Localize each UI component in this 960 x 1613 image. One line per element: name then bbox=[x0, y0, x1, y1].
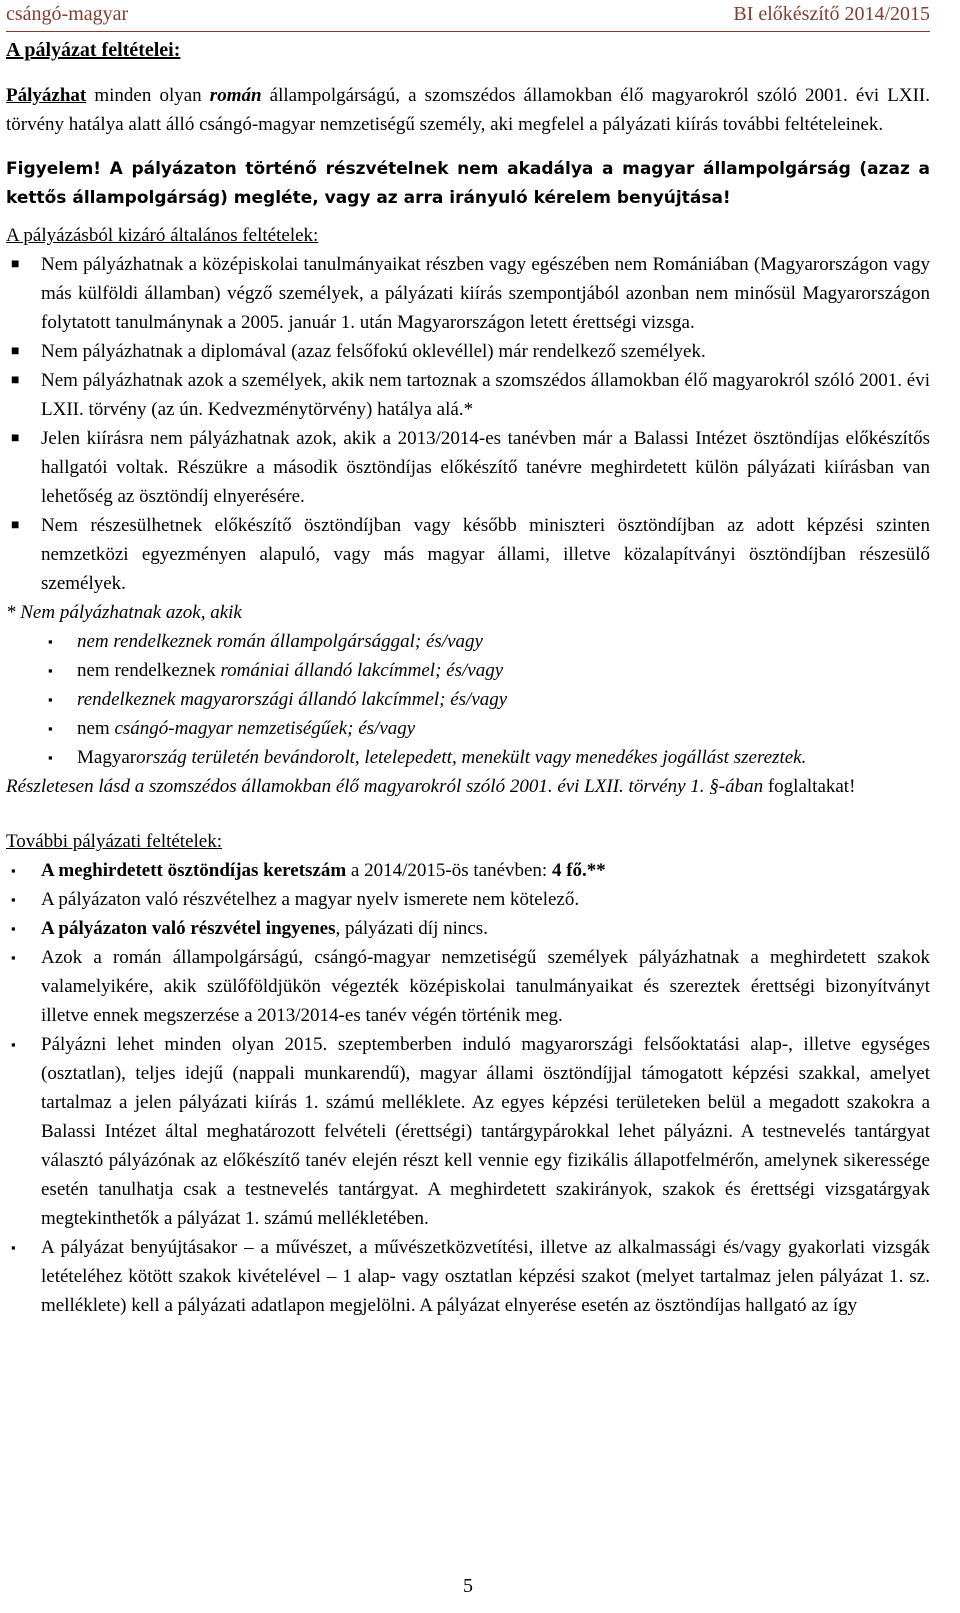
further-heading: További pályázati feltételek: bbox=[6, 831, 223, 852]
bullet-icon: ▪ bbox=[48, 721, 53, 736]
bullet-icon: ▪ bbox=[48, 663, 53, 678]
bullet-icon: ▪ bbox=[48, 750, 53, 765]
list-item: ■ Jelen kiírásra nem pályázhatnak azok, akik a 2013/2014-es tanévben már a Balassi Intézet ösztöndíjas előkészítős hallgatói voltak. Részükre a második ösztöndíjas előkészítő tanévre meghirdetett külön pályázati kiírásban van lehetőség az ösztöndíj elnyerésére. bbox=[6, 424, 930, 511]
bullet-icon: ▪ bbox=[11, 1037, 16, 1052]
list-item: ▪ Magyarország területén bevándorolt, letelepedett, menekült vagy menedékes jogállást szereztek. bbox=[6, 743, 930, 772]
list-item: ▪ A meghirdetett ösztöndíjas keretszám a 2014/2015-ös tanévben: 4 fő.** bbox=[6, 856, 930, 885]
bullet-icon: ■ bbox=[11, 431, 20, 446]
list-item: ▪ A pályázat benyújtásakor – a művészet, a művészetközvetítési, illetve az alkalmassági és/vagy gyakorlati vizsgák letételéhez kötött szakok kivételével – 1 alap- vagy osztatlan képzési szakot (melyet tartalmaz jelen pályázat 1. sz. melléklete) kell a pályázati adatlapon megjelölni. A pályázat elnyerése esetén az ösztöndíjas hallgató az így bbox=[6, 1233, 930, 1320]
list-item: ▪ rendelkeznek magyarországi állandó lakcímmel; és/vagy bbox=[6, 685, 930, 714]
bullet-icon: ■ bbox=[11, 257, 20, 272]
list-item: ▪ nem rendelkeznek romániai állandó lakcímmel; és/vagy bbox=[6, 656, 930, 685]
header-right: BI előkészítő 2014/2015 bbox=[733, 3, 930, 25]
footnote-intro: * Nem pályázhatnak azok, akik bbox=[6, 602, 242, 623]
bullet-icon: ▪ bbox=[11, 1240, 16, 1255]
exclusion-heading: A pályázásból kizáró általános feltételek: bbox=[6, 225, 319, 246]
list-item: ▪ nem csángó-magyar nemzetiségűek; és/vagy bbox=[6, 714, 930, 743]
notice-paragraph: Figyelem! A pályázaton történő részvételnek nem akadálya a magyar állampolgárság (azaz a kettős állampolgárság) megléte, vagy az arra irányuló kérelem benyújtása! bbox=[6, 159, 930, 208]
bullet-icon: ■ bbox=[11, 344, 20, 359]
header-left: csángó-magyar bbox=[6, 3, 129, 25]
exclusion-list bbox=[6, 250, 930, 598]
bullet-icon: ■ bbox=[11, 373, 20, 388]
section-title: A pályázat feltételei: bbox=[6, 39, 181, 61]
list-item: ■ Nem részesülhetnek előkészítő ösztöndíjban vagy később miniszteri ösztöndíjban az adott képzési szinten nemzetközi egyezményen alapuló, vagy más magyar állami, illetve közalapítványi ösztöndíjban részesülő személyek. bbox=[6, 511, 930, 598]
bullet-icon: ▪ bbox=[11, 863, 16, 878]
bullet-icon: ■ bbox=[11, 518, 20, 533]
document-body bbox=[6, 36, 930, 1320]
intro-paragraph: Pályázhat minden olyan román állampolgárságú, a szomszédos államokban élő magyarokról szóló 2001. évi LXII. törvény hatálya alatt álló csángó-magyar nemzetiségű személy, aki megfelel a pályázati kiírás további feltételeinek. bbox=[6, 85, 930, 135]
list-item: ▪ nem rendelkeznek román állampolgársággal; és/vagy bbox=[6, 627, 930, 656]
page-number: 5 bbox=[463, 1575, 473, 1597]
bullet-icon: ▪ bbox=[48, 692, 53, 707]
footnote-list bbox=[6, 627, 930, 772]
further-list bbox=[6, 856, 930, 1320]
list-item: ■ Nem pályázhatnak a diplomával (azaz felsőfokú oklevéllel) már rendelkező személyek. bbox=[6, 337, 930, 366]
list-item: ▪ A pályázaton való részvétel ingyenes, pályázati díj nincs. bbox=[6, 914, 930, 943]
list-item: ▪ A pályázaton való részvételhez a magyar nyelv ismerete nem kötelező. bbox=[6, 885, 930, 914]
bullet-icon: ▪ bbox=[11, 921, 16, 936]
bullet-icon: ▪ bbox=[11, 892, 16, 907]
list-item: ▪ Azok a román állampolgárságú, csángó-magyar nemzetiségű személyek pályázhatnak a meghirdetett szakok valamelyikére, akik szülőföldjükön végezték középiskolai tanulmányaikat és szereztek érettségi bizonyítványt illetve ennek megszerzése a 2013/2014-es tanév végén történik meg. bbox=[6, 943, 930, 1030]
list-item: ■ Nem pályázhatnak azok a személyek, akik nem tartoznak a szomszédos államokban élő magyarokról szóló 2001. évi LXII. törvény (az ún. Kedvezménytörvény) hatálya alá.* bbox=[6, 366, 930, 424]
header-rule bbox=[6, 31, 930, 32]
list-item: ▪ Pályázni lehet minden olyan 2015. szeptemberben induló magyarországi felsőoktatási alap-, illetve egységes (osztatlan), teljes idejű (nappali munkarendű), magyar állami ösztöndíjjal támogatott képzési szakkal, amelyet tartalmaz a jelen pályázati kiírás 1. számú melléklete. Az egyes képzési területeken belül a megadott szakokra a Balassi Intézet által meghatározott felvételi (érettségi) tantárgypárokkal lehet pályázni. A testnevelés tantárgyat választó pályázónak az előkészítő tanév elején részt kell vennie egy fizikális állapotfelmérőn, amelynek sikeressége esetén tanulhatja csak a testnevelés tantárgyat. A meghirdetett szakirányok, szakok és érettségi vizsgatárgyak megtekinthetők a pályázat 1. számú mellékletében. bbox=[6, 1030, 930, 1233]
bullet-icon: ▪ bbox=[48, 634, 53, 649]
bullet-icon: ▪ bbox=[11, 950, 16, 965]
page-header bbox=[6, 0, 930, 30]
detail-note: Részletesen lásd a szomszédos államokban élő magyarokról szóló 2001. évi LXII. törvény 1. §-ában foglaltakat! bbox=[6, 776, 856, 797]
list-item: ■ Nem pályázhatnak a középiskolai tanulmányaikat részben vagy egészében nem Romániában (Magyarországon vagy más külföldi államban) végző személyek, a pályázati kiírás szempontjából azonban nem minősül Magyarországon folytatott tanulmánynak a 2005. január 1. után Magyarországon letett érettségi vizsga. bbox=[6, 250, 930, 337]
